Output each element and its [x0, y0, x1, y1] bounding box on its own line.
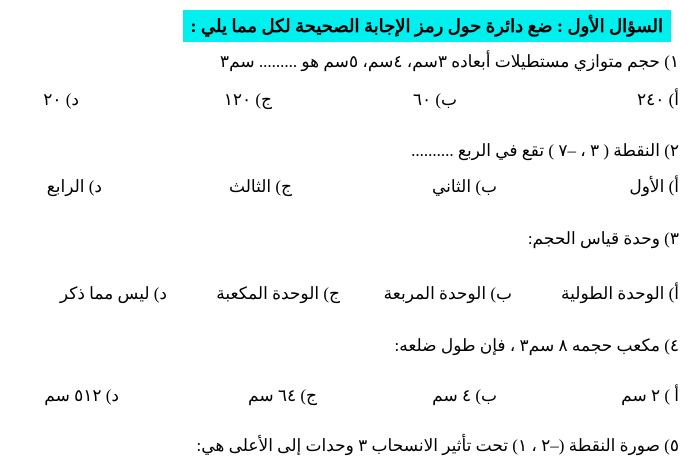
question-4-text: ٤) مكعب حجمه ٨ سم٣ ، فإن طول ضلعه: [394, 336, 679, 355]
question-4-option-d[interactable]: د) ٥١٢ سم [44, 386, 119, 405]
question-1-option-b[interactable]: ب) ٦٠ [412, 90, 457, 109]
question-2-option-a[interactable]: أ) الأول [629, 177, 679, 196]
question-3-option-d[interactable]: د) ليس مما ذكر [59, 284, 167, 303]
question-2-option-d[interactable]: د) الرابع [46, 177, 102, 196]
question-2-option-b[interactable]: ب) الثاني [431, 177, 497, 196]
question-3-option-c[interactable]: ج) الوحدة المكعبة [216, 284, 340, 303]
question-5-text: ٥) صورة النقطة (–٢ ، ١) تحت تأثير الانسحاب ٣ وحدات إلى الأعلى هي: [196, 436, 679, 455]
question-4-option-b[interactable]: ب) ٤ سم [432, 386, 497, 405]
section-title: السؤال الأول : ضع دائرة حول رمز الإجابة الصحيحة لكل مما يلي : [183, 10, 671, 42]
question-3-option-a[interactable]: أ) الوحدة الطولية [561, 284, 679, 303]
question-2-option-c[interactable]: ج) الثالث [229, 177, 292, 196]
question-1-text: ١) حجم متوازي مستطيلات أبعاده ٣سم، ٤سم، ٥سم هو ......... سم٣ [219, 52, 679, 71]
question-4-option-c[interactable]: ج) ٦٤ سم [248, 386, 317, 405]
question-3-text: ٣) وحدة قياس الحجم: [527, 229, 679, 248]
question-1-option-c[interactable]: ج) ١٢٠ [223, 90, 272, 109]
question-1-option-d[interactable]: د) ٢٠ [43, 90, 79, 109]
question-4-option-a[interactable]: أ ) ٢ سم [621, 386, 679, 405]
question-2-text: ٢) النقطة ( ٣ ، –٧ ) تقع في الربع .......... [411, 141, 679, 160]
question-1-option-a[interactable]: أ) ٢٤٠ [636, 90, 679, 109]
question-3-option-b[interactable]: ب) الوحدة المربعة [383, 284, 512, 303]
